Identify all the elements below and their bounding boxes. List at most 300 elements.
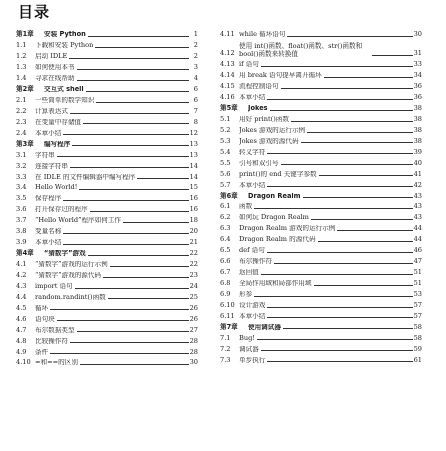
toc-section-entry xyxy=(16,345,198,356)
toc-entry-number: 4.14 xyxy=(220,71,235,80)
toc-section-entry xyxy=(220,80,422,91)
toc-entry-title: 本章小结 xyxy=(35,239,62,247)
toc-entry-number: 第5章 xyxy=(220,104,238,113)
toc-section-entry xyxy=(16,301,198,312)
toc-entry-number: 5.3 xyxy=(220,136,231,145)
toc-entry-number: 3.1 xyxy=(16,150,27,159)
toc-entry-number: 7.3 xyxy=(220,355,231,364)
toc-entry-title: 启动 IDLE xyxy=(35,53,68,61)
toc-entry-title: 在变量中存储值 xyxy=(35,118,82,126)
toc-entry-page: 3 xyxy=(193,63,198,72)
toc-entry-page: 46 xyxy=(413,246,422,255)
toc-entry-page: 26 xyxy=(189,314,198,323)
toc-entry-page: 41 xyxy=(413,169,422,178)
toc-section-entry xyxy=(16,39,198,50)
toc-entry-number: 6.2 xyxy=(220,213,231,222)
toc-leader-line xyxy=(86,91,189,92)
toc-leader-line xyxy=(303,197,413,198)
toc-entry-page: 51 xyxy=(413,279,422,288)
toc-leader-line xyxy=(83,123,189,124)
toc-entry-number: 4.8 xyxy=(16,336,27,345)
toc-leader-line xyxy=(267,99,412,100)
toc-entry-number: 4.4 xyxy=(16,292,27,301)
toc-leader-line xyxy=(72,145,188,146)
toc-section-entry xyxy=(16,94,198,105)
toc-entry-page: 1 xyxy=(193,30,198,39)
toc-entry-title: 条件 xyxy=(35,348,49,356)
toc-entry-page: 51 xyxy=(413,268,422,277)
toc-section-entry xyxy=(220,124,422,135)
toc-leader-line xyxy=(95,47,189,48)
toc-entry-title: 安装 Python xyxy=(44,31,86,39)
toc-leader-line xyxy=(267,252,413,253)
toc-entry-number: 5.2 xyxy=(220,125,231,134)
toc-column-right xyxy=(220,28,422,364)
toc-section-entry xyxy=(16,203,198,214)
toc-leader-line xyxy=(311,219,413,220)
toc-section-entry xyxy=(220,28,422,39)
toc-section-entry xyxy=(16,116,198,127)
toc-leader-line xyxy=(88,36,189,37)
toc-entry-number: 6.5 xyxy=(220,246,231,255)
toc-entry-number: 2.2 xyxy=(16,106,27,115)
toc-entry-page: 13 xyxy=(189,150,198,159)
toc-leader-line xyxy=(90,211,189,212)
toc-leader-line xyxy=(77,80,189,81)
toc-entry-number: 4.1 xyxy=(16,260,27,269)
toc-entry-number: 4.3 xyxy=(16,281,27,290)
toc-entry-title: 编写程序 xyxy=(44,140,71,148)
toc-leader-line xyxy=(57,320,189,321)
toc-entry-page: 31 xyxy=(413,49,422,58)
toc-section-entry xyxy=(16,61,198,72)
toc-entry-title: “猜数字”游戏的运行示例 xyxy=(35,261,108,269)
toc-section-entry xyxy=(220,244,422,255)
toc-leader-line xyxy=(324,77,413,78)
toc-section-entry xyxy=(220,342,422,353)
toc-entry-title: Bug! xyxy=(239,334,255,342)
toc-entry-page: 6 xyxy=(193,85,198,94)
toc-entry-page: 7 xyxy=(193,106,198,115)
toc-entry-title: 单步执行 xyxy=(239,356,266,364)
toc-section-entry xyxy=(220,331,422,342)
toc-entry-number: 4.12 xyxy=(220,49,235,58)
toc-section-entry xyxy=(220,39,422,58)
toc-entry-page: 42 xyxy=(413,180,422,189)
toc-entry-number: 5.1 xyxy=(220,114,231,123)
toc-entry-title: “猜数字”游戏的源代码 xyxy=(35,271,102,279)
toc-leader-line xyxy=(63,233,188,234)
toc-entry-page: 12 xyxy=(189,128,198,137)
toc-leader-line xyxy=(63,134,188,135)
page-title: 目录 xyxy=(18,3,51,21)
toc-leader-line xyxy=(80,364,189,365)
toc-entry-page: 22 xyxy=(189,249,198,258)
toc-section-entry xyxy=(220,200,422,211)
toc-leader-line xyxy=(267,307,412,308)
toc-entry-page: 38 xyxy=(413,136,422,145)
toc-entry-page: 22 xyxy=(189,260,198,269)
toc-section-entry xyxy=(220,211,422,222)
toc-entry-page: 24 xyxy=(189,281,198,290)
toc-entry-page: 33 xyxy=(413,60,422,69)
toc-entry-page: 38 xyxy=(413,104,422,113)
toc-leader-line xyxy=(50,353,188,354)
toc-entry-title: 字符串 xyxy=(35,151,55,159)
toc-entry-page: 43 xyxy=(413,202,422,211)
toc-leader-line xyxy=(110,266,189,267)
toc-entry-page: 57 xyxy=(413,300,422,309)
toc-entry-title: 计算表达式 xyxy=(35,107,68,115)
toc-section-entry xyxy=(16,126,198,137)
toc-entry-number: 4.16 xyxy=(220,93,235,102)
toc-entry-title: random.randint()函数 xyxy=(35,293,106,301)
toc-entry-number: 3.6 xyxy=(16,205,27,214)
toc-entry-page: 21 xyxy=(189,238,198,247)
toc-section-entry xyxy=(16,225,198,236)
toc-leader-line xyxy=(57,156,189,157)
toc-section-entry xyxy=(220,91,422,102)
toc-section-entry xyxy=(220,135,422,146)
toc-leader-line xyxy=(267,317,412,318)
toc-section-entry xyxy=(16,159,198,170)
toc-entry-page: 14 xyxy=(189,161,198,170)
toc-section-entry xyxy=(16,356,198,367)
toc-leader-line xyxy=(267,186,412,187)
toc-leader-line xyxy=(261,66,413,67)
toc-entry-title: 全局作用域和局部作用域 xyxy=(239,280,312,288)
toc-leader-line xyxy=(63,244,188,245)
toc-leader-line xyxy=(270,110,413,111)
toc-entry-number: 4.5 xyxy=(16,303,27,312)
toc-section-entry xyxy=(16,334,198,345)
toc-section-entry xyxy=(16,214,198,225)
toc-entry-page: 38 xyxy=(413,114,422,123)
toc-leader-line xyxy=(96,102,189,103)
toc-section-entry xyxy=(220,353,422,364)
toc-entry-title: 函数 xyxy=(239,203,253,211)
toc-entry-number: 3.9 xyxy=(16,238,27,247)
toc-section-entry xyxy=(16,72,198,83)
toc-section-entry xyxy=(16,170,198,181)
toc-entry-number: 7.1 xyxy=(220,333,231,342)
toc-entry-title: 循环 xyxy=(35,304,49,312)
toc-section-entry xyxy=(16,181,198,192)
toc-chapter-entry xyxy=(16,28,198,39)
toc-entry-number: 第6章 xyxy=(220,191,238,200)
toc-entry-page: 58 xyxy=(413,322,422,331)
toc-entry-number: 4.15 xyxy=(220,82,235,91)
toc-chapter-entry xyxy=(16,83,198,94)
toc-entry-title: def 语句 xyxy=(239,247,265,255)
toc-entry-title: 打开保存过的程序 xyxy=(35,206,88,214)
toc-section-entry xyxy=(220,299,422,310)
toc-entry-page: 16 xyxy=(189,205,198,214)
toc-leader-line xyxy=(88,255,189,256)
toc-entry-title: 引号和双引号 xyxy=(239,159,279,167)
toc-leader-line xyxy=(307,132,412,133)
toc-leader-line xyxy=(75,288,189,289)
toc-entry-number: 6.3 xyxy=(220,224,231,233)
toc-entry-page: 30 xyxy=(189,358,198,367)
toc-section-entry xyxy=(220,145,422,156)
toc-entry-number: 第2章 xyxy=(16,85,34,94)
toc-section-entry xyxy=(220,178,422,189)
toc-entry-page: 2 xyxy=(193,52,198,61)
toc-leader-line xyxy=(70,167,189,168)
toc-entry-title: 变量名称 xyxy=(35,228,62,236)
toc-leader-line xyxy=(261,350,413,351)
toc-entry-number: 6.1 xyxy=(220,202,231,211)
toc-entry-page: 28 xyxy=(189,347,198,356)
toc-entry-number: 2.1 xyxy=(16,95,27,104)
toc-section-entry xyxy=(220,288,422,299)
toc-entry-page: 59 xyxy=(413,344,422,353)
toc-entry-title: “猜数字”游戏 xyxy=(44,250,86,258)
toc-section-entry xyxy=(16,291,198,302)
toc-leader-line xyxy=(257,339,413,340)
toc-leader-line xyxy=(69,58,189,59)
toc-entry-title: while 循环语句 xyxy=(239,31,286,39)
toc-entry-page: 34 xyxy=(413,71,422,80)
toc-entry-title: 本章小结 xyxy=(239,94,266,102)
toc-entry-page: 4 xyxy=(193,74,198,83)
toc-entry-title: Dragon Realm 的源代码 xyxy=(239,236,316,244)
toc-section-entry xyxy=(220,69,422,80)
toc-chapter-entry xyxy=(220,320,422,331)
toc-entry-title: 流程控制语句 xyxy=(239,83,279,91)
toc-entry-number: 4.7 xyxy=(16,325,27,334)
toc-leader-line xyxy=(123,222,189,223)
toc-leader-line xyxy=(287,36,412,37)
toc-leader-line xyxy=(63,200,188,201)
toc-entry-title: 转义字符 xyxy=(239,148,266,156)
toc-chapter-entry xyxy=(220,189,422,200)
toc-section-entry xyxy=(220,233,422,244)
toc-entry-number: 3.8 xyxy=(16,227,27,236)
toc-chapter-entry xyxy=(16,247,198,258)
toc-entry-page: 15 xyxy=(189,183,198,192)
toc-leader-line xyxy=(301,142,413,143)
toc-entry-number: 6.4 xyxy=(220,235,231,244)
toc-entry-page: 44 xyxy=(413,235,422,244)
toc-entry-number: 1.2 xyxy=(16,52,27,61)
toc-entry-page: 38 xyxy=(413,125,422,134)
toc-entry-page: 36 xyxy=(413,82,422,91)
toc-entry-title: 连接字符串 xyxy=(35,162,68,170)
toc-entry-title: 比较操作符 xyxy=(35,337,68,345)
toc-section-entry xyxy=(220,222,422,233)
toc-section-entry xyxy=(16,105,198,116)
toc-entry-page: 44 xyxy=(413,224,422,233)
toc-entry-title: 语句块 xyxy=(35,315,55,323)
toc-entry-number: 3.3 xyxy=(16,172,27,181)
toc-leader-line xyxy=(372,55,413,56)
toc-entry-number: 6.10 xyxy=(220,300,235,309)
toc-entry-page: 36 xyxy=(413,93,422,102)
toc-leader-line xyxy=(77,69,189,70)
toc-entry-page: 23 xyxy=(189,270,198,279)
toc-section-entry xyxy=(16,148,198,159)
toc-entry-title: 如何使用本书 xyxy=(35,64,75,72)
toc-entry-title: 调试器 xyxy=(239,345,259,353)
toc-entry-title: 用好 print()函数 xyxy=(239,115,289,123)
toc-entry-page: 14 xyxy=(189,172,198,181)
toc-entry-number: 3.5 xyxy=(16,194,27,203)
toc-entry-page: 6 xyxy=(193,95,198,104)
toc-entry-title: 用 break 语句提早离开循环 xyxy=(239,72,322,80)
toc-entry-page: 40 xyxy=(413,158,422,167)
toc-entry-title: 布尔数据类型 xyxy=(35,326,75,334)
toc-entry-number: 第7章 xyxy=(220,322,238,331)
toc-entry-number: 2.3 xyxy=(16,117,27,126)
toc-entry-title: Jokes xyxy=(248,105,268,113)
toc-entry-page: 30 xyxy=(413,30,422,39)
toc-entry-number: 5.4 xyxy=(220,147,231,156)
toc-entry-page: 57 xyxy=(413,311,422,320)
toc-leader-line xyxy=(318,241,413,242)
toc-leader-line xyxy=(283,328,413,329)
toc-entry-page: 53 xyxy=(413,289,422,298)
toc-section-entry xyxy=(220,277,422,288)
toc-entry-number: 3.7 xyxy=(16,216,27,225)
toc-section-entry xyxy=(16,323,198,334)
toc-leader-line xyxy=(254,208,412,209)
toc-leader-line xyxy=(77,331,189,332)
toc-entry-title: 保存程序 xyxy=(35,195,62,203)
toc-chapter-entry xyxy=(220,102,422,113)
toc-leader-line xyxy=(103,277,189,278)
toc-entry-number: 4.13 xyxy=(220,60,235,69)
toc-entry-title: 使用 int()函数、float()函数、str()函数和 bool()函数来转换值 xyxy=(239,41,363,58)
toc-section-entry xyxy=(16,258,198,269)
toc-section-entry xyxy=(220,113,422,124)
toc-section-entry xyxy=(220,255,422,266)
toc-chapter-entry xyxy=(16,137,198,148)
toc-entry-number: 6.11 xyxy=(220,311,235,320)
toc-entry-page: 18 xyxy=(189,216,198,225)
toc-entry-title: 返回值 xyxy=(239,269,259,277)
toc-section-entry xyxy=(220,310,422,321)
toc-leader-line xyxy=(281,164,413,165)
toc-entry-number: 第4章 xyxy=(16,249,34,258)
toc-entry-title: Jokes 游戏的源代码 xyxy=(239,137,299,145)
toc-section-entry xyxy=(220,167,422,178)
toc-entry-page: 58 xyxy=(413,333,422,342)
toc-entry-title: 如何玩 Dragon Realm xyxy=(239,214,309,222)
toc-entry-page: 16 xyxy=(189,194,198,203)
toc-leader-line xyxy=(261,274,413,275)
toc-entry-page: 2 xyxy=(193,41,198,50)
toc-entry-page: 61 xyxy=(413,355,422,364)
toc-column-left xyxy=(16,28,198,367)
toc-entry-number: 4.9 xyxy=(16,347,27,356)
toc-entry-title: print()的 end 关键字参数 xyxy=(239,170,317,178)
toc-entry-number: 2.4 xyxy=(16,128,27,137)
toc-entry-number: 第3章 xyxy=(16,139,34,148)
toc-leader-line xyxy=(281,88,413,89)
toc-entry-number: 3.2 xyxy=(16,161,27,170)
toc-entry-title: import 语句 xyxy=(35,282,73,290)
toc-entry-title: Hello World! xyxy=(35,184,78,192)
toc-entry-page: 43 xyxy=(413,213,422,222)
toc-section-entry xyxy=(16,236,198,247)
toc-entry-title: 设计游戏 xyxy=(239,301,266,309)
toc-entry-number: 1.1 xyxy=(16,41,27,50)
toc-entry-title: Dragon Realm xyxy=(248,192,301,200)
toc-entry-title: =和==的区别 xyxy=(35,359,78,367)
toc-entry-title: 寻求在线帮助 xyxy=(35,75,75,83)
toc-leader-line xyxy=(319,175,413,176)
toc-entry-number: 7.2 xyxy=(220,344,231,353)
toc-leader-line xyxy=(267,153,412,154)
toc-entry-page: 43 xyxy=(413,191,422,200)
toc-leader-line xyxy=(274,263,413,264)
toc-entry-title: 使用调试器 xyxy=(248,323,281,331)
toc-entry-title: 一些简单的数学知识 xyxy=(35,96,95,104)
toc-leader-line xyxy=(314,285,413,286)
toc-entry-page: 27 xyxy=(189,325,198,334)
toc-entry-title: 下载和安装 Python xyxy=(35,42,94,50)
toc-entry-title: 在 IDLE 的文件编辑器中编写程序 xyxy=(35,173,136,181)
toc-entry-number: 3.4 xyxy=(16,183,27,192)
toc-entry-number: 6.9 xyxy=(220,289,231,298)
toc-section-entry xyxy=(220,156,422,167)
toc-entry-title: 本章小结 xyxy=(239,312,266,320)
toc-entry-page: 26 xyxy=(189,303,198,312)
toc-entry-number: 4.6 xyxy=(16,314,27,323)
toc-entry-number: 6.6 xyxy=(220,257,231,266)
toc-entry-page: 13 xyxy=(189,139,198,148)
toc-leader-line xyxy=(70,342,189,343)
toc-entry-number: 5.5 xyxy=(220,158,231,167)
toc-entry-number: 4.2 xyxy=(16,270,27,279)
toc-entry-title: 交互式 shell xyxy=(44,86,84,94)
toc-entry-page: 28 xyxy=(189,336,198,345)
toc-entry-page: 20 xyxy=(189,227,198,236)
toc-entry-page: 8 xyxy=(193,117,198,126)
toc-entry-page: 47 xyxy=(413,257,422,266)
toc-section-entry xyxy=(16,280,198,291)
toc-entry-number: 6.8 xyxy=(220,279,231,288)
toc-leader-line xyxy=(291,121,413,122)
toc-entry-number: 5.6 xyxy=(220,169,231,178)
toc-leader-line xyxy=(50,309,188,310)
toc-entry-title: 形参 xyxy=(239,290,253,298)
toc-entry-title: “Hello World”程序如何工作 xyxy=(35,217,122,225)
toc-section-entry xyxy=(220,266,422,277)
toc-section-entry xyxy=(16,269,198,280)
toc-entry-number: 6.7 xyxy=(220,268,231,277)
toc-leader-line xyxy=(70,113,189,114)
toc-entry-number: 1.3 xyxy=(16,63,27,72)
toc-entry-title: 布尔操作符 xyxy=(239,258,272,266)
toc-section-entry xyxy=(16,192,198,203)
toc-entry-title: if 语句 xyxy=(239,61,259,69)
toc-leader-line xyxy=(254,296,412,297)
toc-entry-page: 39 xyxy=(413,147,422,156)
toc-entry-number: 1.4 xyxy=(16,74,27,83)
toc-leader-line xyxy=(108,298,189,299)
toc-entry-page: 25 xyxy=(189,292,198,301)
toc-leader-line xyxy=(267,361,412,362)
toc-entry-title: Jokes 游戏的运行示例 xyxy=(239,126,306,134)
toc-section-entry xyxy=(16,50,198,61)
toc-entry-title: Dragon Realm 游戏的运行示例 xyxy=(239,225,336,233)
toc-entry-number: 5.7 xyxy=(220,180,231,189)
toc-entry-title: 本章小结 xyxy=(239,181,266,189)
toc-leader-line xyxy=(137,178,188,179)
